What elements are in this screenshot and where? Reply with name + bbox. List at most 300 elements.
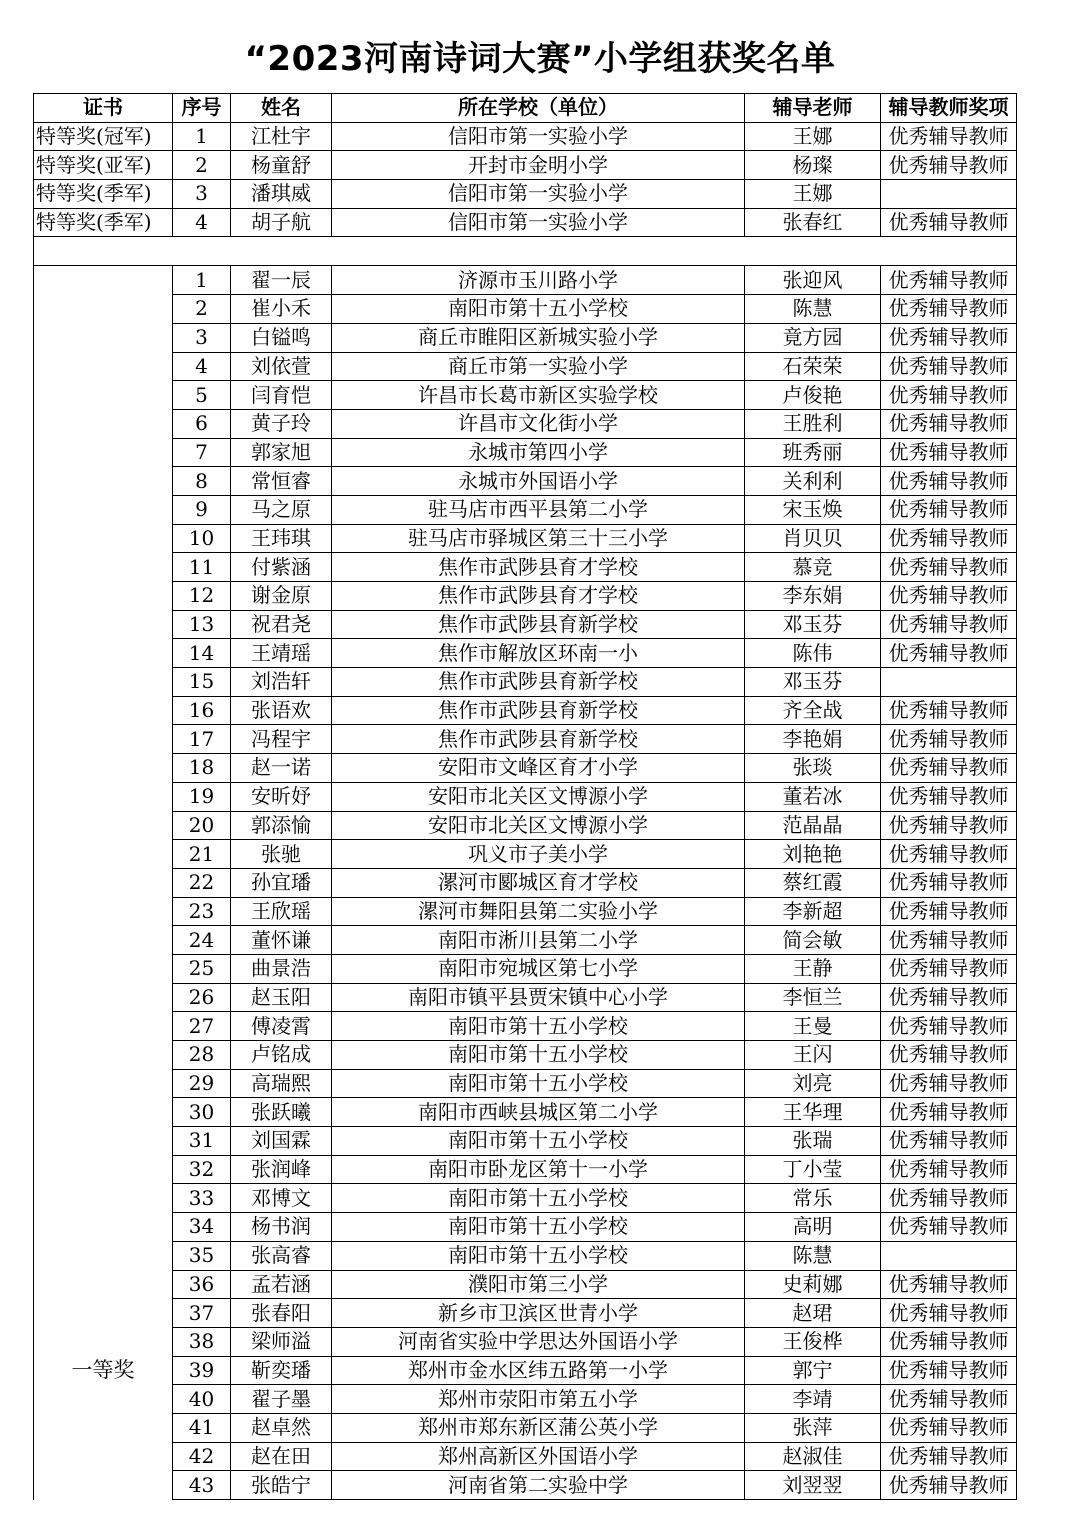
name-cell: 安昕妤 <box>231 782 332 811</box>
school-cell: 商丘市第一实验小学 <box>332 352 745 381</box>
table-row <box>34 754 1017 783</box>
no-cell: 25 <box>173 954 231 983</box>
no-cell: 14 <box>173 639 231 668</box>
teacher-cell: 张萍 <box>745 1413 881 1442</box>
teacher-cell: 李东娟 <box>745 582 881 611</box>
award-group-cell: 一等奖 <box>34 266 173 1500</box>
no-cell: 38 <box>173 1327 231 1356</box>
school-cell: 信阳市第一实验小学 <box>332 180 745 209</box>
teacher-cell: 陈慧 <box>745 1241 881 1270</box>
no-cell: 41 <box>173 1413 231 1442</box>
name-cell: 胡子航 <box>231 208 332 237</box>
teacher-award-cell: 优秀辅导教师 <box>881 696 1017 725</box>
teacher-cell: 邓玉芬 <box>745 610 881 639</box>
teacher-award-cell: 优秀辅导教师 <box>881 1098 1017 1127</box>
no-cell: 15 <box>173 668 231 697</box>
teacher-award-cell: 优秀辅导教师 <box>881 495 1017 524</box>
no-cell: 42 <box>173 1442 231 1471</box>
teacher-cell: 王华理 <box>745 1098 881 1127</box>
name-cell: 刘国霖 <box>231 1127 332 1156</box>
school-cell: 焦作市武陟县育新学校 <box>332 610 745 639</box>
table-row <box>34 122 1017 151</box>
school-cell: 濮阳市第三小学 <box>332 1270 745 1299</box>
header-award: 证书 <box>34 94 173 123</box>
no-cell: 26 <box>173 983 231 1012</box>
teacher-award-cell: 优秀辅导教师 <box>881 1069 1017 1098</box>
no-cell: 33 <box>173 1184 231 1213</box>
teacher-award-cell: 优秀辅导教师 <box>881 1155 1017 1184</box>
teacher-cell: 卢俊艳 <box>745 381 881 410</box>
table-row <box>34 1270 1017 1299</box>
no-cell: 31 <box>173 1127 231 1156</box>
school-cell: 安阳市文峰区育才小学 <box>332 754 745 783</box>
name-cell: 潘琪威 <box>231 180 332 209</box>
table-row <box>34 1241 1017 1270</box>
school-cell: 河南省第二实验中学 <box>332 1471 745 1500</box>
school-cell: 商丘市睢阳区新城实验小学 <box>332 323 745 352</box>
teacher-award-cell: 优秀辅导教师 <box>881 811 1017 840</box>
table-row <box>34 696 1017 725</box>
award-cell: 特等奖(季军) <box>34 208 173 237</box>
teacher-award-cell: 优秀辅导教师 <box>881 323 1017 352</box>
teacher-award-cell: 优秀辅导教师 <box>881 840 1017 869</box>
table-row <box>34 381 1017 410</box>
table-row <box>34 1356 1017 1385</box>
no-cell: 5 <box>173 381 231 410</box>
no-cell: 3 <box>173 180 231 209</box>
no-cell: 19 <box>173 782 231 811</box>
teacher-cell: 宋玉焕 <box>745 495 881 524</box>
name-cell: 孟若涵 <box>231 1270 332 1299</box>
school-cell: 安阳市北关区文博源小学 <box>332 782 745 811</box>
teacher-cell: 张琰 <box>745 754 881 783</box>
no-cell: 36 <box>173 1270 231 1299</box>
no-cell: 34 <box>173 1213 231 1242</box>
teacher-award-cell: 优秀辅导教师 <box>881 1127 1017 1156</box>
table-row <box>34 1012 1017 1041</box>
no-cell: 21 <box>173 840 231 869</box>
teacher-cell: 刘翌翌 <box>745 1471 881 1500</box>
table-row <box>34 295 1017 324</box>
table-row <box>34 438 1017 467</box>
teacher-cell: 王曼 <box>745 1012 881 1041</box>
name-cell: 郭家旭 <box>231 438 332 467</box>
no-cell: 9 <box>173 495 231 524</box>
no-cell: 29 <box>173 1069 231 1098</box>
school-cell: 永城市第四小学 <box>332 438 745 467</box>
table-row <box>34 1471 1017 1500</box>
teacher-award-cell: 优秀辅导教师 <box>881 553 1017 582</box>
school-cell: 河南省实验中学思达外国语小学 <box>332 1327 745 1356</box>
school-cell: 南阳市第十五小学校 <box>332 1241 745 1270</box>
teacher-cell: 班秀丽 <box>745 438 881 467</box>
school-cell: 驻马店市西平县第二小学 <box>332 495 745 524</box>
teacher-award-cell: 优秀辅导教师 <box>881 266 1017 295</box>
teacher-award-cell: 优秀辅导教师 <box>881 467 1017 496</box>
no-cell: 1 <box>173 122 231 151</box>
school-cell: 信阳市第一实验小学 <box>332 122 745 151</box>
teacher-cell: 张瑞 <box>745 1127 881 1156</box>
header-teacher: 辅导老师 <box>745 94 881 123</box>
table-row <box>34 582 1017 611</box>
name-cell: 翟子墨 <box>231 1385 332 1414</box>
teacher-award-cell: 优秀辅导教师 <box>881 381 1017 410</box>
teacher-award-cell: 优秀辅导教师 <box>881 1327 1017 1356</box>
teacher-cell: 陈伟 <box>745 639 881 668</box>
teacher-award-cell: 优秀辅导教师 <box>881 1041 1017 1070</box>
school-cell: 南阳市第十五小学校 <box>332 295 745 324</box>
teacher-cell: 张春红 <box>745 208 881 237</box>
name-cell: 刘依萱 <box>231 352 332 381</box>
teacher-cell: 齐全战 <box>745 696 881 725</box>
table-row <box>34 1327 1017 1356</box>
no-cell: 43 <box>173 1471 231 1500</box>
award-cell: 特等奖(亚军) <box>34 151 173 180</box>
table-row <box>34 639 1017 668</box>
school-cell: 永城市外国语小学 <box>332 467 745 496</box>
school-cell: 南阳市第十五小学校 <box>332 1041 745 1070</box>
school-cell: 南阳市镇平县贾宋镇中心小学 <box>332 983 745 1012</box>
name-cell: 崔小禾 <box>231 295 332 324</box>
special-prize-section <box>34 122 1017 237</box>
table-row <box>34 1098 1017 1127</box>
table-row <box>34 180 1017 209</box>
teacher-award-cell: 优秀辅导教师 <box>881 295 1017 324</box>
teacher-award-cell: 优秀辅导教师 <box>881 1385 1017 1414</box>
table-row <box>34 983 1017 1012</box>
table-row <box>34 553 1017 582</box>
name-cell: 张润峰 <box>231 1155 332 1184</box>
name-cell: 高瑞熙 <box>231 1069 332 1098</box>
table-row <box>34 208 1017 237</box>
table-row <box>34 811 1017 840</box>
teacher-cell: 杨璨 <box>745 151 881 180</box>
award-table <box>33 93 1017 1500</box>
school-cell: 济源市玉川路小学 <box>332 266 745 295</box>
table-row <box>34 610 1017 639</box>
teacher-award-cell <box>881 180 1017 209</box>
no-cell: 28 <box>173 1041 231 1070</box>
teacher-award-cell: 优秀辅导教师 <box>881 983 1017 1012</box>
table-row <box>34 668 1017 697</box>
separator-section <box>34 237 1017 266</box>
name-cell: 张春阳 <box>231 1299 332 1328</box>
table-row <box>34 1127 1017 1156</box>
table-row <box>34 1069 1017 1098</box>
name-cell: 翟一辰 <box>231 266 332 295</box>
teacher-cell: 李艳娟 <box>745 725 881 754</box>
teacher-award-cell: 优秀辅导教师 <box>881 1213 1017 1242</box>
teacher-award-cell: 优秀辅导教师 <box>881 352 1017 381</box>
name-cell: 曲景浩 <box>231 954 332 983</box>
school-cell: 信阳市第一实验小学 <box>332 208 745 237</box>
no-cell: 22 <box>173 868 231 897</box>
table-row <box>34 1184 1017 1213</box>
name-cell: 黄子玲 <box>231 409 332 438</box>
name-cell: 江杜宇 <box>231 122 332 151</box>
teacher-cell: 常乐 <box>745 1184 881 1213</box>
school-cell: 南阳市淅川县第二小学 <box>332 926 745 955</box>
teacher-award-cell: 优秀辅导教师 <box>881 582 1017 611</box>
school-cell: 焦作市武陟县育新学校 <box>332 668 745 697</box>
name-cell: 杨童舒 <box>231 151 332 180</box>
name-cell: 冯程宇 <box>231 725 332 754</box>
no-cell: 39 <box>173 1356 231 1385</box>
school-cell: 许昌市文化街小学 <box>332 409 745 438</box>
table-row <box>34 1041 1017 1070</box>
table-row <box>34 926 1017 955</box>
table-row <box>34 266 1017 295</box>
school-cell: 郑州市郑东新区蒲公英小学 <box>332 1413 745 1442</box>
school-cell: 南阳市第十五小学校 <box>332 1213 745 1242</box>
teacher-award-cell: 优秀辅导教师 <box>881 725 1017 754</box>
table-row <box>34 954 1017 983</box>
no-cell: 27 <box>173 1012 231 1041</box>
no-cell: 37 <box>173 1299 231 1328</box>
no-cell: 7 <box>173 438 231 467</box>
name-cell: 王玮琪 <box>231 524 332 553</box>
school-cell: 许昌市长葛市新区实验学校 <box>332 381 745 410</box>
name-cell: 常恒睿 <box>231 467 332 496</box>
teacher-award-cell: 优秀辅导教师 <box>881 151 1017 180</box>
name-cell: 王欣瑶 <box>231 897 332 926</box>
teacher-cell: 郭宁 <box>745 1356 881 1385</box>
first-prize-section <box>34 266 1017 1500</box>
name-cell: 梁师溢 <box>231 1327 332 1356</box>
no-cell: 32 <box>173 1155 231 1184</box>
table-row <box>34 782 1017 811</box>
school-cell: 南阳市宛城区第七小学 <box>332 954 745 983</box>
teacher-award-cell: 优秀辅导教师 <box>881 610 1017 639</box>
separator-cell <box>34 237 1017 266</box>
teacher-cell: 史莉娜 <box>745 1270 881 1299</box>
name-cell: 马之原 <box>231 495 332 524</box>
teacher-cell: 赵淑佳 <box>745 1442 881 1471</box>
name-cell: 卢铭成 <box>231 1041 332 1070</box>
name-cell: 靳奕璠 <box>231 1356 332 1385</box>
teacher-cell: 王娜 <box>745 180 881 209</box>
school-cell: 郑州高新区外国语小学 <box>332 1442 745 1471</box>
school-cell: 焦作市武陟县育才学校 <box>332 553 745 582</box>
table-row <box>34 1213 1017 1242</box>
school-cell: 漯河市舞阳县第二实验小学 <box>332 897 745 926</box>
table-row <box>34 467 1017 496</box>
school-cell: 南阳市卧龙区第十一小学 <box>332 1155 745 1184</box>
teacher-cell: 邓玉芬 <box>745 668 881 697</box>
table-row <box>34 323 1017 352</box>
separator-row <box>34 237 1017 266</box>
table-row <box>34 352 1017 381</box>
name-cell: 祝君尧 <box>231 610 332 639</box>
award-cell: 特等奖(冠军) <box>34 122 173 151</box>
page-title: “2023河南诗词大赛”小学组获奖名单 <box>244 39 836 79</box>
teacher-cell: 关利利 <box>745 467 881 496</box>
name-cell: 白镒鸣 <box>231 323 332 352</box>
teacher-award-cell: 优秀辅导教师 <box>881 409 1017 438</box>
school-cell: 焦作市解放区环南一小 <box>332 639 745 668</box>
teacher-award-cell: 优秀辅导教师 <box>881 1471 1017 1500</box>
name-cell: 董怀谦 <box>231 926 332 955</box>
award-cell: 特等奖(季军) <box>34 180 173 209</box>
no-cell: 11 <box>173 553 231 582</box>
no-cell: 35 <box>173 1241 231 1270</box>
teacher-award-cell: 优秀辅导教师 <box>881 1012 1017 1041</box>
teacher-cell: 王静 <box>745 954 881 983</box>
teacher-award-cell: 优秀辅导教师 <box>881 438 1017 467</box>
name-cell: 赵一诺 <box>231 754 332 783</box>
teacher-cell: 陈慧 <box>745 295 881 324</box>
name-cell: 王靖瑶 <box>231 639 332 668</box>
name-cell: 谢金原 <box>231 582 332 611</box>
teacher-cell: 王闪 <box>745 1041 881 1070</box>
school-cell: 南阳市第十五小学校 <box>332 1127 745 1156</box>
teacher-cell: 简会敏 <box>745 926 881 955</box>
header-row <box>34 94 1017 123</box>
no-cell: 4 <box>173 352 231 381</box>
name-cell: 赵卓然 <box>231 1413 332 1442</box>
table-row <box>34 1413 1017 1442</box>
table-row <box>34 524 1017 553</box>
no-cell: 24 <box>173 926 231 955</box>
no-cell: 13 <box>173 610 231 639</box>
school-cell: 郑州市金水区纬五路第一小学 <box>332 1356 745 1385</box>
table-row <box>34 409 1017 438</box>
teacher-award-cell: 优秀辅导教师 <box>881 1442 1017 1471</box>
teacher-cell: 范晶晶 <box>745 811 881 840</box>
teacher-cell: 丁小莹 <box>745 1155 881 1184</box>
no-cell: 12 <box>173 582 231 611</box>
teacher-cell: 蔡红霞 <box>745 868 881 897</box>
name-cell: 张高睿 <box>231 1241 332 1270</box>
teacher-award-cell: 优秀辅导教师 <box>881 754 1017 783</box>
name-cell: 闫育恺 <box>231 381 332 410</box>
name-cell: 赵玉阳 <box>231 983 332 1012</box>
teacher-award-cell: 优秀辅导教师 <box>881 524 1017 553</box>
no-cell: 8 <box>173 467 231 496</box>
table-row <box>34 897 1017 926</box>
name-cell: 邓博文 <box>231 1184 332 1213</box>
header-no: 序号 <box>173 94 231 123</box>
name-cell: 刘浩轩 <box>231 668 332 697</box>
teacher-cell: 李恒兰 <box>745 983 881 1012</box>
table-row <box>34 1299 1017 1328</box>
school-cell: 新乡市卫滨区世青小学 <box>332 1299 745 1328</box>
name-cell: 张皓宁 <box>231 1471 332 1500</box>
school-cell: 漯河市郾城区育才学校 <box>332 868 745 897</box>
teacher-award-cell: 优秀辅导教师 <box>881 1270 1017 1299</box>
teacher-award-cell: 优秀辅导教师 <box>881 897 1017 926</box>
no-cell: 6 <box>173 409 231 438</box>
table-row <box>34 868 1017 897</box>
no-cell: 17 <box>173 725 231 754</box>
teacher-cell: 石荣荣 <box>745 352 881 381</box>
school-cell: 南阳市第十五小学校 <box>332 1069 745 1098</box>
school-cell: 开封市金明小学 <box>332 151 745 180</box>
teacher-cell: 肖贝贝 <box>745 524 881 553</box>
no-cell: 2 <box>173 151 231 180</box>
no-cell: 40 <box>173 1385 231 1414</box>
teacher-award-cell: 优秀辅导教师 <box>881 208 1017 237</box>
no-cell: 3 <box>173 323 231 352</box>
no-cell: 30 <box>173 1098 231 1127</box>
no-cell: 10 <box>173 524 231 553</box>
school-cell: 焦作市武陟县育新学校 <box>332 725 745 754</box>
teacher-cell: 赵珺 <box>745 1299 881 1328</box>
name-cell: 张语欢 <box>231 696 332 725</box>
teacher-cell: 刘亮 <box>745 1069 881 1098</box>
school-cell: 郑州市荥阳市第五小学 <box>332 1385 745 1414</box>
header-teacher-award: 辅导教师奖项 <box>881 94 1017 123</box>
name-cell: 郭添愉 <box>231 811 332 840</box>
teacher-cell: 刘艳艳 <box>745 840 881 869</box>
no-cell: 16 <box>173 696 231 725</box>
teacher-award-cell: 优秀辅导教师 <box>881 1356 1017 1385</box>
name-cell: 张驰 <box>231 840 332 869</box>
teacher-award-cell: 优秀辅导教师 <box>881 868 1017 897</box>
table-row <box>34 1385 1017 1414</box>
name-cell: 赵在田 <box>231 1442 332 1471</box>
teacher-award-cell <box>881 1241 1017 1270</box>
teacher-cell: 王俊桦 <box>745 1327 881 1356</box>
school-cell: 焦作市武陟县育才学校 <box>332 582 745 611</box>
teacher-cell: 王娜 <box>745 122 881 151</box>
no-cell: 1 <box>173 266 231 295</box>
no-cell: 23 <box>173 897 231 926</box>
teacher-award-cell: 优秀辅导教师 <box>881 639 1017 668</box>
teacher-cell: 张迎风 <box>745 266 881 295</box>
teacher-award-cell <box>881 668 1017 697</box>
teacher-cell: 李靖 <box>745 1385 881 1414</box>
school-cell: 焦作市武陟县育新学校 <box>332 696 745 725</box>
table-row <box>34 725 1017 754</box>
school-cell: 驻马店市驿城区第三十三小学 <box>332 524 745 553</box>
teacher-cell: 慕竞 <box>745 553 881 582</box>
teacher-award-cell: 优秀辅导教师 <box>881 954 1017 983</box>
teacher-award-cell: 优秀辅导教师 <box>881 782 1017 811</box>
school-cell: 巩义市子美小学 <box>332 840 745 869</box>
teacher-award-cell: 优秀辅导教师 <box>881 122 1017 151</box>
name-cell: 付紫涵 <box>231 553 332 582</box>
teacher-cell: 李新超 <box>745 897 881 926</box>
no-cell: 4 <box>173 208 231 237</box>
school-cell: 南阳市第十五小学校 <box>332 1184 745 1213</box>
table-row <box>34 1155 1017 1184</box>
name-cell: 张跃曦 <box>231 1098 332 1127</box>
school-cell: 安阳市北关区文博源小学 <box>332 811 745 840</box>
teacher-cell: 董若冰 <box>745 782 881 811</box>
name-cell: 杨书润 <box>231 1213 332 1242</box>
no-cell: 20 <box>173 811 231 840</box>
teacher-award-cell: 优秀辅导教师 <box>881 1413 1017 1442</box>
teacher-cell: 竟方园 <box>745 323 881 352</box>
no-cell: 18 <box>173 754 231 783</box>
header-school: 所在学校（单位） <box>332 94 745 123</box>
teacher-award-cell: 优秀辅导教师 <box>881 1184 1017 1213</box>
table-row <box>34 840 1017 869</box>
name-cell: 傅凌霄 <box>231 1012 332 1041</box>
teacher-award-cell: 优秀辅导教师 <box>881 1299 1017 1328</box>
teacher-award-cell: 优秀辅导教师 <box>881 926 1017 955</box>
no-cell: 2 <box>173 295 231 324</box>
name-cell: 孙宜璠 <box>231 868 332 897</box>
table-row <box>34 151 1017 180</box>
teacher-cell: 王胜利 <box>745 409 881 438</box>
table-row <box>34 495 1017 524</box>
school-cell: 南阳市第十五小学校 <box>332 1012 745 1041</box>
table-row <box>34 1442 1017 1471</box>
header-name: 姓名 <box>231 94 332 123</box>
teacher-cell: 高明 <box>745 1213 881 1242</box>
